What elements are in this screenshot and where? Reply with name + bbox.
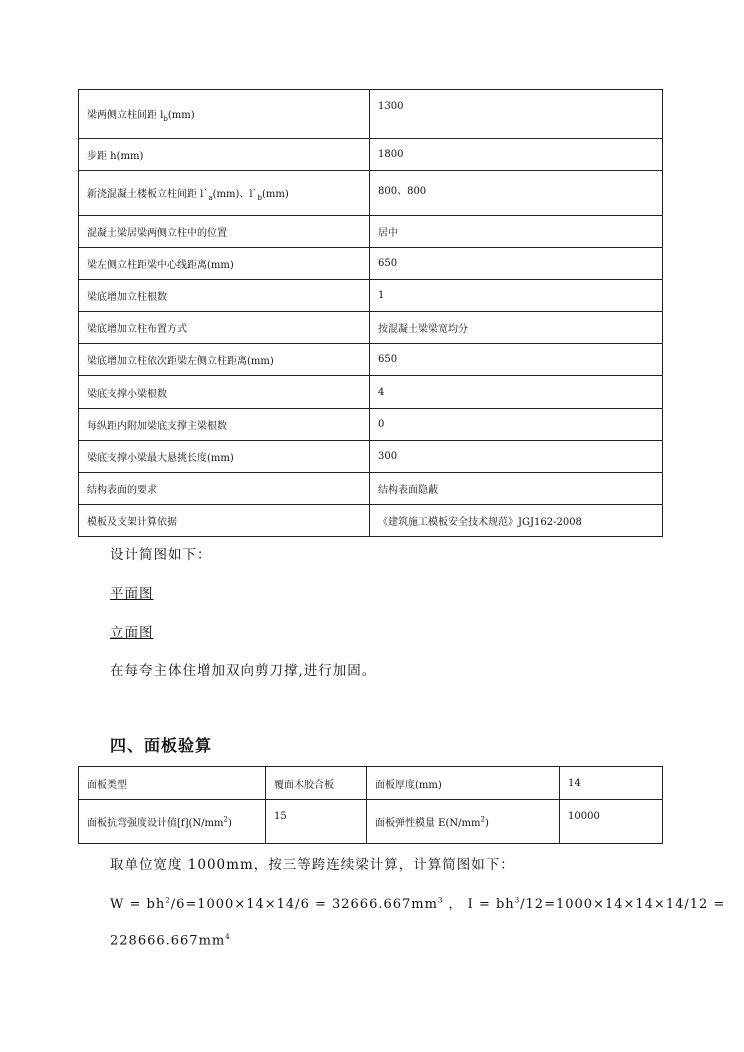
- formula-line: $W = bh^2/6=1000\times 14\times 14/6 = 32666.667mm^3$ ， $I = bh^3/12=1000\times 14\times 14\times 14/12$ =: [110, 896, 726, 912]
- param-value: 800、800: [370, 171, 663, 216]
- param-value: 1: [370, 280, 663, 312]
- param-label: 模板及支架计算依据: [79, 505, 370, 537]
- param-value: 结构表面隐蔽: [370, 473, 663, 505]
- table-row: [79, 171, 663, 216]
- calc-intro: 取单位宽度 1000mm，按三等跨连续梁计算，计算简图如下：: [110, 857, 515, 873]
- panel-table: [78, 766, 663, 844]
- param-label: 新浇混凝土楼板立柱间距 $l`_a(mm)$、$l`_b(mm)$: [79, 171, 370, 216]
- param-label: 结构表面的要求: [79, 473, 370, 505]
- elastic-modulus-value: 10000: [560, 800, 663, 844]
- table-row: [79, 505, 663, 537]
- table-row: [79, 344, 663, 376]
- panel-type-label: 面板类型: [79, 767, 266, 800]
- param-value: 1800: [370, 139, 663, 171]
- table-row: [79, 800, 663, 844]
- param-label: 梁底增加立柱依次距梁左侧立柱距离(mm): [79, 344, 370, 376]
- table-row: [79, 90, 663, 139]
- elastic-modulus-label: 面板弹性模量 $E(N/mm^2)$: [367, 800, 560, 844]
- param-label: 步距 h(mm): [79, 139, 370, 171]
- panel-type-value: 覆面木胶合板: [266, 767, 367, 800]
- table-row: [79, 473, 663, 505]
- param-value: 650: [370, 248, 663, 280]
- table-row: [79, 767, 663, 800]
- param-value: 1300: [370, 90, 663, 139]
- table-row: [79, 216, 663, 248]
- table-row: [79, 248, 663, 280]
- param-label: 每纵距内附加梁底支撑主梁根数: [79, 409, 370, 441]
- param-value: 300: [370, 441, 663, 473]
- bending-strength-label: 面板抗弯强度设计值$[f](N/mm^2)$: [79, 800, 266, 844]
- formula-result: $228666.667mm^4$: [110, 933, 231, 949]
- panel-thickness-value: 14: [560, 767, 663, 800]
- plan-view-link[interactable]: 平面图: [110, 586, 154, 602]
- design-intro: 设计简图如下：: [110, 547, 212, 563]
- param-label: 梁底增加立柱布置方式: [79, 312, 370, 344]
- bending-strength-value: 15: [266, 800, 367, 844]
- param-value: 按混凝土梁梁宽均分: [370, 312, 663, 344]
- table-row: [79, 312, 663, 344]
- elevation-view-link[interactable]: 立面图: [110, 625, 154, 641]
- param-label: 梁左侧立柱距梁中心线距离(mm): [79, 248, 370, 280]
- param-value: 650: [370, 344, 663, 376]
- params-table: [78, 89, 663, 537]
- param-value: 0: [370, 409, 663, 441]
- table-row: [79, 441, 663, 473]
- table-row: [79, 139, 663, 171]
- param-value: 《建筑施工模板安全技术规范》JGJ162-2008: [370, 505, 663, 537]
- param-label: 梁底支撑小梁根数: [79, 376, 370, 409]
- param-value: 居中: [370, 216, 663, 248]
- section-heading: 四、面板验算: [110, 736, 213, 755]
- panel-thickness-label: 面板厚度(mm): [367, 767, 560, 800]
- param-label: 梁两侧立柱间距 $l_b(mm)$: [79, 90, 370, 139]
- param-label: 混凝土梁居梁两侧立柱中的位置: [79, 216, 370, 248]
- table-row: [79, 376, 663, 409]
- param-label: 梁底增加立柱根数: [79, 280, 370, 312]
- param-value: 4: [370, 376, 663, 409]
- param-label: 梁底支撑小梁最大悬挑长度(mm): [79, 441, 370, 473]
- table-row: [79, 409, 663, 441]
- table-row: [79, 280, 663, 312]
- brace-note: 在每夸主体住增加双向剪刀撑,进行加固。: [110, 663, 377, 679]
